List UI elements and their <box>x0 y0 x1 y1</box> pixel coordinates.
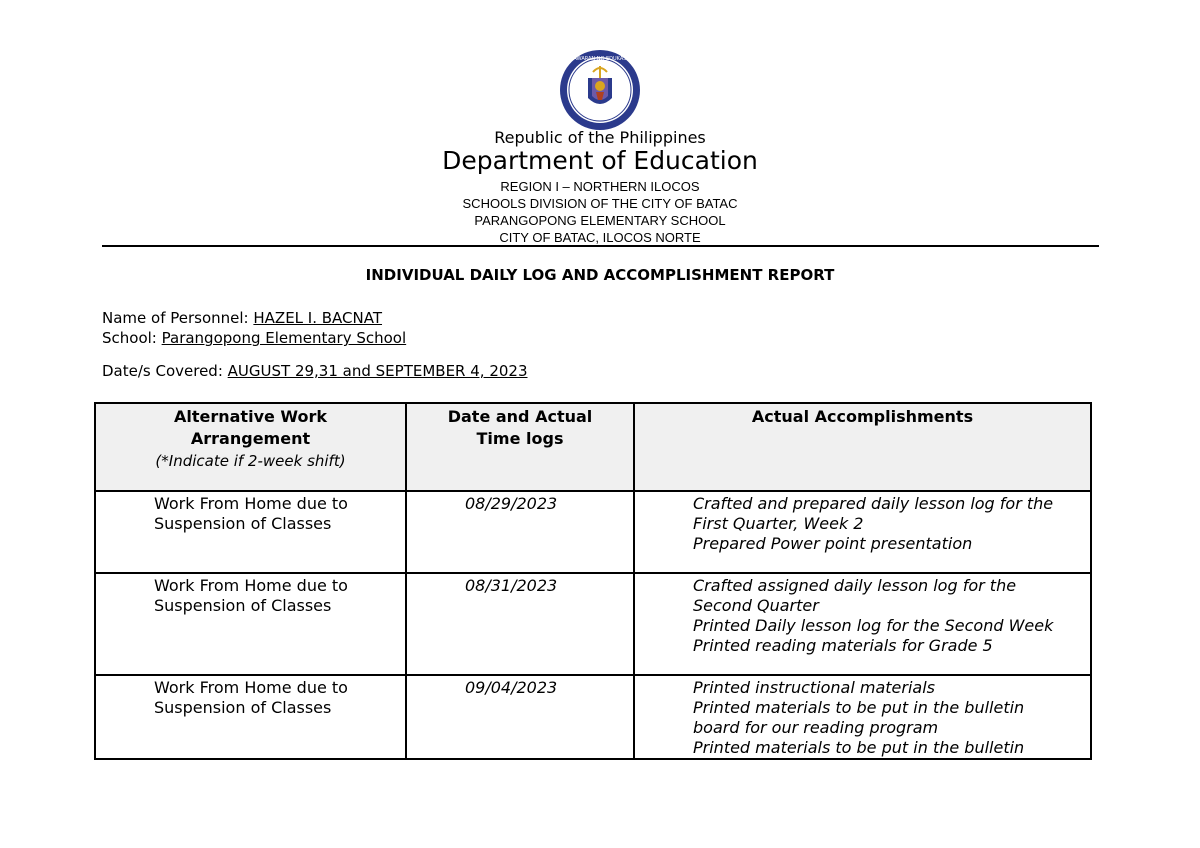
dates-field <box>102 362 528 380</box>
school-value: Parangopong Elementary School <box>161 329 407 347</box>
table-header-row <box>95 403 1091 491</box>
header-divider <box>102 245 1099 247</box>
accomplishment-table <box>94 402 1092 760</box>
arrangement-line2: Suspension of Classes <box>154 596 332 615</box>
deped-seal-logo <box>558 48 642 132</box>
arrangement-cell <box>95 573 406 675</box>
accomplishment-line: Printed Daily lesson log for the Second Week <box>693 616 1054 635</box>
accomplishment-line: Printed materials to be put in the bulletin <box>693 738 1025 757</box>
table-row <box>95 573 1091 675</box>
report-title: INDIVIDUAL DAILY LOG AND ACCOMPLISHMENT REPORT <box>365 266 835 284</box>
department-title: Department of Education <box>442 146 758 175</box>
accomplishment-line: Second Quarter <box>693 596 819 615</box>
accomplishment-line: Printed instructional materials <box>693 678 935 697</box>
personnel-value: HAZEL I. BACNAT <box>253 309 383 327</box>
city-line: CITY OF BATAC, ILOCOS NORTE <box>499 230 701 245</box>
school-label: School: <box>102 329 162 347</box>
personnel-field <box>102 309 382 327</box>
header-accomplishments-label: Actual Accomplishments <box>751 407 974 426</box>
table-row <box>95 491 1091 573</box>
arrangement-line1: Work From Home due to <box>154 576 348 595</box>
header-arrangement-line1: Alternative Work <box>173 407 328 426</box>
header-arrangement-line2: Arrangement <box>190 429 311 448</box>
date-cell: 08/31/2023 <box>406 573 634 675</box>
header-date-line1: Date and Actual <box>447 407 593 426</box>
arrangement-line1: Work From Home due to <box>154 494 348 513</box>
accomplishment-cell <box>634 573 1091 675</box>
accomplishment-line: board for our reading program <box>693 718 939 737</box>
accomplishment-line: First Quarter, Week 2 <box>693 514 864 533</box>
arrangement-line2: Suspension of Classes <box>154 698 332 717</box>
dates-label: Date/s Covered: <box>102 362 228 380</box>
accomplishment-line: Crafted and prepared daily lesson log for the <box>693 494 1054 513</box>
arrangement-cell <box>95 675 406 759</box>
arrangement-line2: Suspension of Classes <box>154 514 332 533</box>
accomplishment-cell <box>634 491 1091 573</box>
header-arrangement-note: (*Indicate if 2-week shift) <box>155 452 346 470</box>
accomplishment-line: Crafted assigned daily lesson log for the <box>693 576 1017 595</box>
date-cell: 08/29/2023 <box>406 491 634 573</box>
date-cell: 09/04/2023 <box>406 675 634 759</box>
personnel-label: Name of Personnel: <box>102 309 254 327</box>
svg-text:KAGAWARAN NG EDUKASYON: KAGAWARAN NG EDUKASYON <box>563 56 637 62</box>
region-line: REGION I – NORTHERN ILOCOS <box>500 179 700 194</box>
arrangement-cell <box>95 491 406 573</box>
dates-value: AUGUST 29,31 and SEPTEMBER 4, 2023 <box>227 362 528 380</box>
header-date <box>406 403 634 491</box>
header-date-line2: Time logs <box>476 429 564 448</box>
accomplishment-line: Printed reading materials for Grade 5 <box>693 636 993 655</box>
arrangement-line1: Work From Home due to <box>154 678 348 697</box>
accomplishment-cell <box>634 675 1091 759</box>
school-line: PARANGOPONG ELEMENTARY SCHOOL <box>474 213 726 228</box>
republic-line: Republic of the Philippines <box>494 128 706 147</box>
accomplishment-line: Prepared Power point presentation <box>693 534 973 553</box>
school-field <box>102 329 406 347</box>
header-accomplishments <box>634 403 1091 491</box>
header-arrangement <box>95 403 406 491</box>
table-row <box>95 675 1091 759</box>
division-line: SCHOOLS DIVISION OF THE CITY OF BATAC <box>462 196 738 211</box>
accomplishment-line: Printed materials to be put in the bulletin <box>693 698 1025 717</box>
